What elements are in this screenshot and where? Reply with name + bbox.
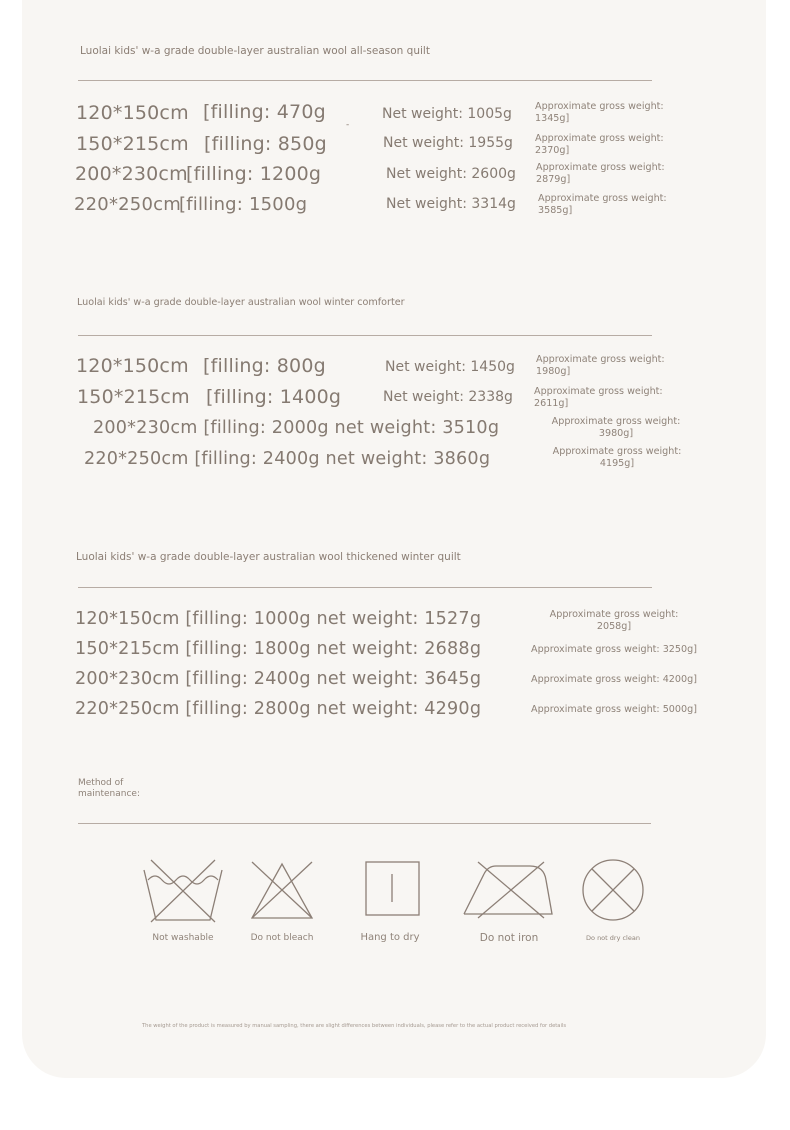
gross-weight: Approximate gross weight: 3980g]: [551, 416, 681, 439]
spec-line: 220*250cm [filling: 2400g net weight: 3860g: [84, 449, 491, 469]
gross-weight: Approximate gross weight: 5000g]: [531, 704, 697, 715]
spec-line: 120*150cm [filling: 1000g net weight: 1527g: [75, 609, 482, 629]
size-label: 200*230cm: [75, 163, 188, 185]
gross-weight: Approximate gross weight: 2370g]: [535, 133, 664, 156]
icon-label: Do not bleach: [250, 933, 314, 943]
gross-weight: Approximate gross weight: 2879g]: [536, 162, 665, 185]
size-label: 120*150cm: [76, 102, 189, 124]
footnote: The weight of the product is measured by manual sampling, there are slight differences between individuals, please refer to the actual product received for details: [142, 1023, 567, 1029]
spec-line: 220*250cm [filling: 2800g net weight: 4290g: [75, 699, 482, 719]
icon-label: Not washable: [152, 933, 214, 943]
icon-label: Do not dry clean: [586, 934, 640, 942]
section-title-thickened-winter: Luolai kids' w-a grade double-layer australian wool thickened winter quilt: [76, 551, 461, 563]
net-weight: Net weight: 2338g: [383, 389, 513, 405]
divider: [78, 335, 652, 336]
maintenance-title: Method of maintenance:: [78, 778, 140, 799]
net-weight: Net weight: 1450g: [385, 359, 515, 375]
gross-weight: Approximate gross weight: 4200g]: [531, 674, 697, 685]
gross-weight: Approximate gross weight: 2611g]: [534, 386, 663, 409]
gross-weight: Approximate gross weight: 1980g]: [536, 354, 665, 377]
dash-mark: -: [346, 120, 350, 130]
net-weight: Net weight: 1005g: [382, 106, 512, 122]
filling-label: [filling: 1400g: [206, 386, 342, 408]
net-weight: Net weight: 3314g: [386, 196, 516, 212]
do-not-iron-icon: [460, 860, 554, 924]
hang-to-dry-icon: [364, 860, 422, 922]
section-title-winter-comforter: Luolai kids' w-a grade double-layer australian wool winter comforter: [77, 297, 405, 308]
not-washable-icon: [141, 858, 225, 928]
spec-line: 200*230cm [filling: 2000g net weight: 3510g: [93, 418, 500, 438]
gross-weight: Approximate gross weight: 3585g]: [538, 193, 667, 216]
divider: [78, 80, 652, 81]
filling-label: [filling: 850g: [204, 133, 327, 155]
do-not-dry-clean-icon: [581, 858, 645, 926]
size-label: 220*250cm: [74, 194, 181, 215]
divider: [78, 823, 651, 824]
section-title-all-season: Luolai kids' w-a grade double-layer australian wool all-season quilt: [80, 45, 430, 57]
icon-label: Hang to dry: [360, 932, 420, 943]
do-not-bleach-icon: [248, 860, 316, 926]
filling-label: [filling: 800g: [203, 355, 326, 377]
net-weight: Net weight: 1955g: [383, 135, 513, 151]
spec-line: 150*215cm [filling: 1800g net weight: 2688g: [75, 639, 482, 659]
gross-weight: Approximate gross weight: 2058g]: [549, 609, 679, 632]
filling-label: [filling: 1200g: [186, 163, 322, 185]
gross-weight: Approximate gross weight: 4195g]: [552, 446, 682, 469]
size-label: 120*150cm: [76, 355, 189, 377]
divider: [78, 587, 652, 588]
icon-label: Do not iron: [479, 932, 539, 944]
net-weight: Net weight: 2600g: [386, 166, 516, 182]
gross-weight: Approximate gross weight: 1345g]: [535, 101, 664, 124]
size-label: 150*215cm: [77, 386, 190, 408]
size-label: 150*215cm: [76, 133, 189, 155]
filling-label: [filling: 470g: [203, 101, 326, 123]
spec-line: 200*230cm [filling: 2400g net weight: 3645g: [75, 669, 482, 689]
filling-label: [filling: 1500g: [179, 194, 308, 215]
gross-weight: Approximate gross weight: 3250g]: [531, 644, 697, 655]
